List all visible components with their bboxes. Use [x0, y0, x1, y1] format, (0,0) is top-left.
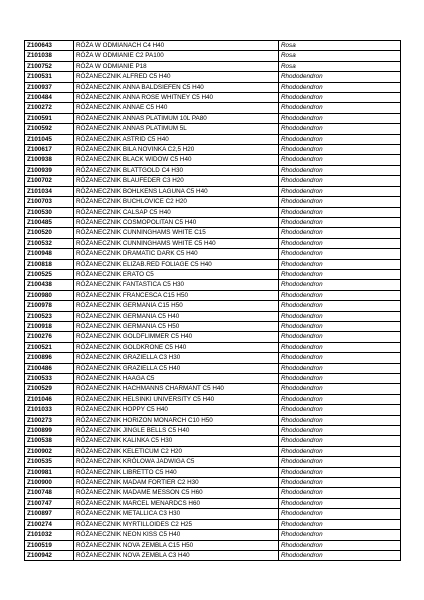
- table-row: [25, 530, 401, 540]
- product-code-cell: Z101046: [25, 394, 74, 404]
- genus-cell: Rhododendron: [279, 446, 401, 456]
- genus-cell: Rhododendron: [279, 550, 401, 560]
- product-name-cell: RÓŻANECZNIK GOLDKRONE C5 H40: [74, 342, 279, 352]
- product-code-cell: Z100592: [25, 124, 74, 134]
- table-row: [25, 176, 401, 186]
- table-row: [25, 124, 401, 134]
- product-name-cell: RÓŻANECZNIK GERMANIA C15 H50: [74, 301, 279, 311]
- table-row: [25, 321, 401, 331]
- product-name-cell: RÓŻANECZNIK HOPPY C5 H40: [74, 405, 279, 415]
- genus-cell: Rhododendron: [279, 415, 401, 425]
- genus-cell: Rhododendron: [279, 93, 401, 103]
- product-name-cell: RÓŻANECZNIK GRAZIELLA C3 H30: [74, 353, 279, 363]
- table-row: [25, 540, 401, 550]
- product-code-cell: Z100980: [25, 290, 74, 300]
- product-name-cell: RÓŻANECZNIK BLAUFEDER C3 H20: [74, 176, 279, 186]
- product-name-cell: RÓŻANECZNIK NOVA ZEMBLA C3 H40: [74, 550, 279, 560]
- product-code-cell: Z101038: [25, 51, 74, 61]
- product-name-cell: RÓŻANECZNIK NOVA ZEMBLA C15 H50: [74, 540, 279, 550]
- table-row: [25, 509, 401, 519]
- table-row: [25, 51, 401, 61]
- table-row: [25, 41, 401, 51]
- table-row: [25, 249, 401, 259]
- product-name-cell: RÓŻANECZNIK HAAGA C5: [74, 374, 279, 384]
- product-code-cell: Z100486: [25, 363, 74, 373]
- product-name-cell: RÓŻANECZNIK BLATTGOLD C4 H30: [74, 165, 279, 175]
- product-code-cell: Z100530: [25, 207, 74, 217]
- genus-cell: Rhododendron: [279, 498, 401, 508]
- table-row: [25, 103, 401, 113]
- genus-cell: Rhododendron: [279, 145, 401, 155]
- genus-cell: Rhododendron: [279, 72, 401, 82]
- genus-cell: Rhododendron: [279, 374, 401, 384]
- genus-cell: Rhododendron: [279, 259, 401, 269]
- table-row: [25, 165, 401, 175]
- product-name-cell: RÓŻANECZNIK ALFRED C5 H40: [74, 72, 279, 82]
- product-code-cell: Z100918: [25, 321, 74, 331]
- genus-cell: Rhododendron: [279, 124, 401, 134]
- table-row: [25, 134, 401, 144]
- table-row: [25, 446, 401, 456]
- table-row: [25, 436, 401, 446]
- product-code-cell: Z100897: [25, 509, 74, 519]
- product-code-cell: Z100484: [25, 93, 74, 103]
- genus-cell: Rhododendron: [279, 301, 401, 311]
- product-name-cell: RÓŻA W ODMIANIE P18: [74, 61, 279, 71]
- genus-cell: Rhododendron: [279, 134, 401, 144]
- product-code-cell: Z100523: [25, 311, 74, 321]
- product-name-cell: RÓŻANECZNIK ANNAS PLATIMUM 10L PA80: [74, 113, 279, 123]
- genus-cell: Rosa: [279, 61, 401, 71]
- table-row: [25, 290, 401, 300]
- table-row: [25, 374, 401, 384]
- product-name-cell: RÓŻANECZNIK FRANCESCA C15 H50: [74, 290, 279, 300]
- product-name-cell: RÓŻANECZNIK MADAME MESSON C5 H60: [74, 488, 279, 498]
- product-code-cell: Z101033: [25, 405, 74, 415]
- table-row: [25, 155, 401, 165]
- product-name-cell: RÓŻANECZNIK ASTRID C5 H40: [74, 134, 279, 144]
- genus-cell: Rosa: [279, 51, 401, 61]
- table-row: [25, 405, 401, 415]
- product-code-cell: Z100521: [25, 342, 74, 352]
- product-name-cell: RÓŻANECZNIK ANNAE C5 H40: [74, 103, 279, 113]
- product-name-cell: RÓŻANECZNIK GRAZIELLA C5 H40: [74, 363, 279, 373]
- genus-cell: Rhododendron: [279, 363, 401, 373]
- table-row: [25, 186, 401, 196]
- genus-cell: Rhododendron: [279, 280, 401, 290]
- genus-cell: Rhododendron: [279, 82, 401, 92]
- genus-cell: Rhododendron: [279, 269, 401, 279]
- genus-cell: Rhododendron: [279, 509, 401, 519]
- product-name-cell: RÓŻANECZNIK HORIZON MONARCH C10 H50: [74, 415, 279, 425]
- product-code-cell: Z100896: [25, 353, 74, 363]
- table-row: [25, 550, 401, 560]
- product-name-cell: RÓŻANECZNIK MYRTILLOIDES C2 H25: [74, 519, 279, 529]
- product-name-cell: RÓŻANECZNIK CUNNINGHAMS WHITE C15: [74, 228, 279, 238]
- table-row: [25, 415, 401, 425]
- genus-cell: Rhododendron: [279, 436, 401, 446]
- product-name-cell: RÓŻANECZNIK KALINKA C5 H30: [74, 436, 279, 446]
- genus-cell: Rhododendron: [279, 353, 401, 363]
- product-name-cell: RÓŻA W ODMIANACH C4 H40: [74, 41, 279, 51]
- product-code-cell: Z100938: [25, 155, 74, 165]
- table-row: [25, 145, 401, 155]
- product-name-cell: RÓŻANECZNIK ANNA BALDSIEFEN C5 H40: [74, 82, 279, 92]
- table-row: [25, 93, 401, 103]
- table-row: [25, 259, 401, 269]
- genus-cell: Rhododendron: [279, 228, 401, 238]
- table-row: [25, 301, 401, 311]
- product-name-cell: RÓŻANECZNIK BOHLKENS LAGUNA C5 H40: [74, 186, 279, 196]
- product-name-cell: RÓŻANECZNIK FANTASTICA C5 H30: [74, 280, 279, 290]
- product-code-cell: Z100703: [25, 197, 74, 207]
- product-name-cell: RÓŻANECZNIK KRÓLOWA JADWIGA C5: [74, 457, 279, 467]
- product-code-cell: Z100532: [25, 238, 74, 248]
- genus-cell: Rhododendron: [279, 311, 401, 321]
- product-name-cell: RÓŻANECZNIK NEON KISS C5 H40: [74, 530, 279, 540]
- genus-cell: Rhododendron: [279, 394, 401, 404]
- product-name-cell: RÓŻANECZNIK KELETICUM C2 H20: [74, 446, 279, 456]
- genus-cell: Rhododendron: [279, 155, 401, 165]
- product-code-cell: Z100643: [25, 41, 74, 51]
- table-row: [25, 207, 401, 217]
- product-code-cell: Z100535: [25, 457, 74, 467]
- product-name-cell: RÓŻANECZNIK ANNAS PLATIMUM 5L: [74, 124, 279, 134]
- product-name-cell: RÓŻANECZNIK MADAM FORTIER C2 H30: [74, 478, 279, 488]
- product-name-cell: RÓŻANECZNIK GERMANIA C5 H40: [74, 311, 279, 321]
- product-code-cell: Z100948: [25, 249, 74, 259]
- table-row: [25, 519, 401, 529]
- product-name-cell: RÓŻANECZNIK BILA NOVINKA C2,5 H20: [74, 145, 279, 155]
- product-code-cell: Z100273: [25, 415, 74, 425]
- table-row: [25, 394, 401, 404]
- genus-cell: Rhododendron: [279, 457, 401, 467]
- product-name-cell: RÓŻANECZNIK BLACK WIDOW C5 H40: [74, 155, 279, 165]
- plant-table-body: [25, 41, 401, 561]
- genus-cell: Rhododendron: [279, 176, 401, 186]
- table-row: [25, 342, 401, 352]
- product-code-cell: Z101034: [25, 186, 74, 196]
- product-code-cell: Z100519: [25, 540, 74, 550]
- table-row: [25, 384, 401, 394]
- product-code-cell: Z100942: [25, 550, 74, 560]
- product-name-cell: RÓŻANECZNIK METALLICA C3 H30: [74, 509, 279, 519]
- product-name-cell: RÓŻANECZNIK ERATO C5: [74, 269, 279, 279]
- product-code-cell: Z100937: [25, 82, 74, 92]
- genus-cell: Rhododendron: [279, 207, 401, 217]
- product-code-cell: Z100617: [25, 145, 74, 155]
- genus-cell: Rhododendron: [279, 488, 401, 498]
- genus-cell: Rhododendron: [279, 478, 401, 488]
- product-name-cell: RÓŻANECZNIK GOLDFLIMMER C5 H40: [74, 332, 279, 342]
- product-code-cell: Z100485: [25, 217, 74, 227]
- product-name-cell: RÓŻANECZNIK BUCHLOVICE C2 H20: [74, 197, 279, 207]
- product-code-cell: Z100900: [25, 478, 74, 488]
- table-row: [25, 478, 401, 488]
- product-code-cell: Z100748: [25, 488, 74, 498]
- product-code-cell: Z100525: [25, 269, 74, 279]
- genus-cell: Rhododendron: [279, 165, 401, 175]
- product-code-cell: Z100276: [25, 332, 74, 342]
- product-code-cell: Z100899: [25, 426, 74, 436]
- product-code-cell: Z100939: [25, 165, 74, 175]
- genus-cell: Rhododendron: [279, 290, 401, 300]
- genus-cell: Rhododendron: [279, 405, 401, 415]
- product-name-cell: RÓŻANECZNIK CALSAP C5 H40: [74, 207, 279, 217]
- genus-cell: Rhododendron: [279, 249, 401, 259]
- genus-cell: Rhododendron: [279, 217, 401, 227]
- genus-cell: Rhododendron: [279, 332, 401, 342]
- product-name-cell: RÓŻANECZNIK CUNNINGHAMS WHITE C5 H40: [74, 238, 279, 248]
- product-name-cell: RÓŻANECZNIK GERMANIA C5 H50: [74, 321, 279, 331]
- product-name-cell: RÓŻANECZNIK LIBRETTO C5 H40: [74, 467, 279, 477]
- genus-cell: Rhododendron: [279, 103, 401, 113]
- product-code-cell: Z100272: [25, 103, 74, 113]
- product-code-cell: Z100533: [25, 374, 74, 384]
- plant-table: [24, 40, 401, 561]
- genus-cell: Rhododendron: [279, 467, 401, 477]
- product-name-cell: RÓŻANECZNIK JINGLE BELLS C5 H40: [74, 426, 279, 436]
- genus-cell: Rhododendron: [279, 384, 401, 394]
- table-row: [25, 61, 401, 71]
- genus-cell: Rhododendron: [279, 321, 401, 331]
- table-row: [25, 72, 401, 82]
- product-name-cell: RÓŻANECZNIK HACHMANNS CHARMANT C5 H40: [74, 384, 279, 394]
- table-row: [25, 217, 401, 227]
- product-name-cell: RÓŻANECZNIK DRAMATIC DARK C5 H40: [74, 249, 279, 259]
- table-row: [25, 113, 401, 123]
- product-name-cell: RÓŻANECZNIK ELIZAB.RED FOLIAGE C5 H40: [74, 259, 279, 269]
- table-row: [25, 426, 401, 436]
- genus-cell: Rhododendron: [279, 342, 401, 352]
- table-row: [25, 498, 401, 508]
- product-name-cell: RÓŻA W ODMIANIE C2 PA100: [74, 51, 279, 61]
- product-code-cell: Z100752: [25, 61, 74, 71]
- product-name-cell: RÓŻANECZNIK MARCEL MENARDCS H60: [74, 498, 279, 508]
- genus-cell: Rhododendron: [279, 238, 401, 248]
- table-row: [25, 269, 401, 279]
- table-row: [25, 197, 401, 207]
- table-row: [25, 332, 401, 342]
- genus-cell: Rhododendron: [279, 186, 401, 196]
- product-name-cell: RÓŻANECZNIK COSMOPOLITAN C5 H40: [74, 217, 279, 227]
- product-code-cell: Z100531: [25, 72, 74, 82]
- product-code-cell: Z100274: [25, 519, 74, 529]
- table-row: [25, 353, 401, 363]
- table-row: [25, 280, 401, 290]
- table-row: [25, 363, 401, 373]
- table-row: [25, 238, 401, 248]
- table-row: [25, 488, 401, 498]
- genus-cell: Rhododendron: [279, 197, 401, 207]
- product-code-cell: Z100538: [25, 436, 74, 446]
- genus-cell: Rhododendron: [279, 519, 401, 529]
- product-code-cell: Z100591: [25, 113, 74, 123]
- product-code-cell: Z101032: [25, 530, 74, 540]
- genus-cell: Rhododendron: [279, 530, 401, 540]
- table-row: [25, 467, 401, 477]
- product-code-cell: Z100529: [25, 384, 74, 394]
- product-code-cell: Z100981: [25, 467, 74, 477]
- product-code-cell: Z100520: [25, 228, 74, 238]
- genus-cell: Rhododendron: [279, 426, 401, 436]
- product-code-cell: Z100438: [25, 280, 74, 290]
- product-code-cell: Z100702: [25, 176, 74, 186]
- table-row: [25, 457, 401, 467]
- genus-cell: Rhododendron: [279, 113, 401, 123]
- table-row: [25, 228, 401, 238]
- product-name-cell: RÓŻANECZNIK ANNA ROSE WHITNEY C5 H40: [74, 93, 279, 103]
- product-code-cell: Z100818: [25, 259, 74, 269]
- product-code-cell: Z100902: [25, 446, 74, 456]
- product-code-cell: Z100747: [25, 498, 74, 508]
- product-code-cell: Z101045: [25, 134, 74, 144]
- genus-cell: Rosa: [279, 41, 401, 51]
- table-row: [25, 311, 401, 321]
- genus-cell: Rhododendron: [279, 540, 401, 550]
- table-row: [25, 82, 401, 92]
- product-code-cell: Z100978: [25, 301, 74, 311]
- product-name-cell: RÓŻANECZNIK HELSINKI UNIVERSITY C5 H40: [74, 394, 279, 404]
